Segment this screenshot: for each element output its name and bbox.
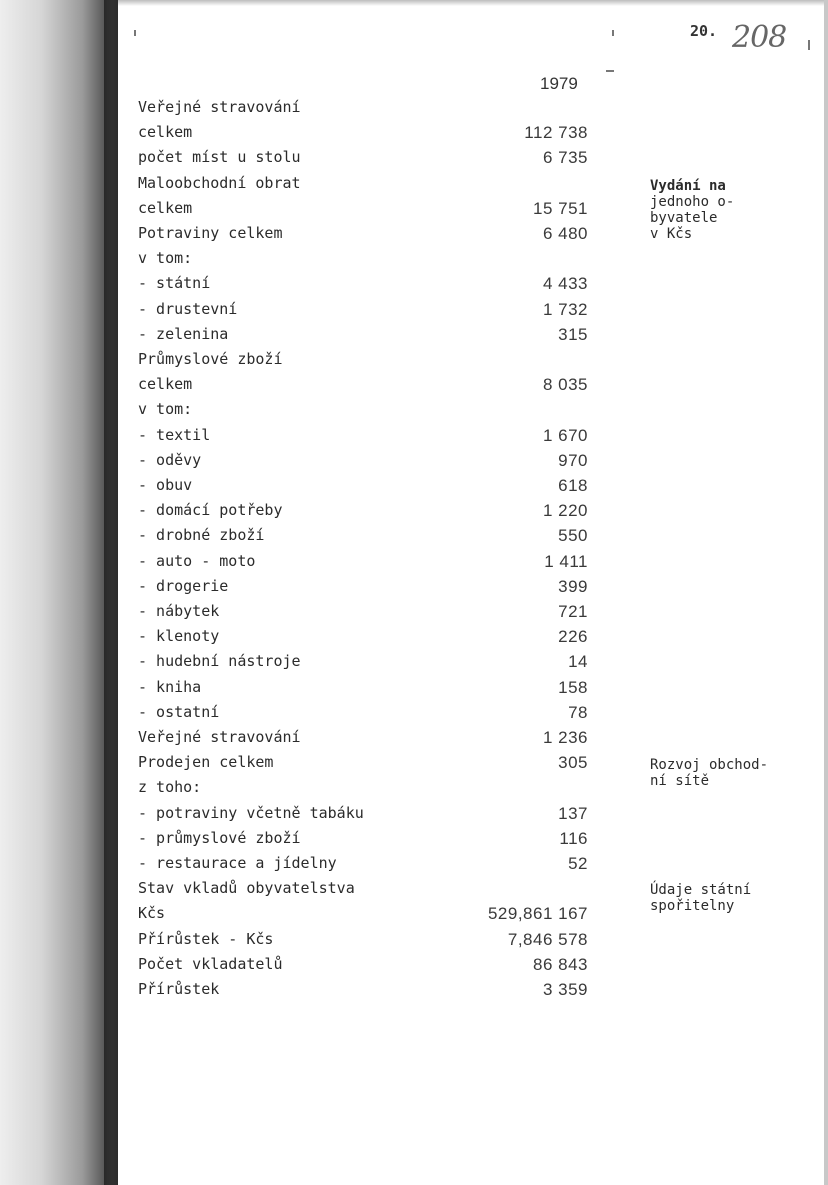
row-value: 6 480	[542, 224, 588, 243]
row-label: - kniha	[138, 677, 202, 696]
row-value: 1 236	[542, 728, 588, 747]
row-label: - hudební nástroje	[138, 652, 301, 671]
row-value: 15 751	[533, 198, 588, 218]
row-label: - auto - moto	[138, 551, 256, 570]
row-value: 14	[568, 652, 588, 672]
row-value: 86 843	[533, 954, 588, 974]
note-expenditure	[650, 178, 734, 242]
row-value: 116	[559, 828, 588, 848]
table-row	[0, 955, 828, 980]
scan-mark	[612, 30, 614, 36]
row-label: - zelenina	[138, 324, 229, 343]
row-label: v tom:	[138, 400, 193, 419]
table-row	[0, 930, 828, 955]
table-row	[0, 274, 828, 299]
table-row	[0, 804, 828, 829]
row-label: - textil	[138, 425, 211, 444]
table-row	[0, 98, 828, 123]
row-label: v tom:	[138, 249, 193, 268]
row-label: - domácí potřeby	[138, 501, 283, 520]
table-row	[0, 602, 828, 627]
table-row	[0, 501, 828, 526]
page-top-edge	[118, 0, 828, 6]
row-label: - ostatní	[138, 702, 220, 721]
row-value: 158	[558, 677, 588, 697]
table-row	[0, 577, 828, 602]
table-row	[0, 980, 828, 1005]
table-row	[0, 627, 828, 652]
table-row	[0, 375, 828, 400]
row-label: celkem	[138, 198, 193, 217]
row-label: Přírůstek - Kčs	[138, 929, 274, 948]
row-value: 8 035	[542, 375, 588, 395]
row-label: - oděvy	[138, 450, 202, 469]
row-value: 970	[558, 450, 588, 470]
row-label: z toho:	[138, 778, 202, 797]
row-label: - restaurace a jídelny	[138, 854, 337, 872]
row-value: 137	[558, 803, 588, 823]
row-value: 305	[558, 753, 588, 773]
row-value: 1 732	[542, 299, 588, 319]
row-label: Potraviny celkem	[138, 224, 283, 242]
row-label: celkem	[138, 375, 193, 394]
note-savings: Údaje státní spořitelny	[650, 882, 752, 914]
row-value: 78	[568, 702, 588, 722]
row-label: Maloobchodní obrat	[138, 173, 301, 192]
table-row	[0, 325, 828, 350]
table-row	[0, 148, 828, 173]
row-value: 550	[558, 526, 588, 546]
table-row	[0, 526, 828, 551]
note-expenditure-title: Vydání na	[650, 178, 726, 194]
table-row	[0, 678, 828, 703]
row-label: počet míst u stolu	[138, 148, 301, 167]
table-row	[0, 703, 828, 728]
row-label: Průmyslové zboží	[138, 350, 283, 368]
row-label: - drustevní	[138, 299, 238, 318]
table-row	[0, 476, 828, 501]
row-value: 112 738	[524, 123, 588, 143]
row-label: Veřejné stravování	[138, 728, 301, 746]
handwritten-folio: 208	[732, 20, 787, 55]
row-label: celkem	[138, 123, 193, 142]
table-row	[0, 350, 828, 375]
row-label: - klenoty	[138, 627, 220, 646]
row-value: 7,846 578	[507, 929, 588, 949]
table-row	[0, 728, 828, 753]
row-label: Stav vkladů obyvatelstva	[138, 879, 355, 898]
row-value: 226	[558, 627, 588, 647]
row-label: - drobné zboží	[138, 526, 265, 545]
table-row	[0, 426, 828, 451]
scan-mark	[808, 40, 810, 50]
table-row	[0, 451, 828, 476]
row-value: 618	[558, 476, 588, 495]
row-label: - státní	[138, 274, 211, 293]
page-number: 20.	[690, 22, 718, 40]
row-value: 399	[558, 576, 588, 596]
note-network: Rozvoj obchod- ní sítě	[650, 757, 769, 789]
row-value: 529,861 167	[487, 904, 588, 924]
table-row	[0, 300, 828, 325]
row-value: 52	[568, 854, 588, 873]
row-value: 1 411	[544, 551, 588, 571]
row-label: Kčs	[138, 904, 166, 923]
row-value: 315	[558, 324, 588, 344]
row-label: - nábytek	[138, 602, 220, 620]
table-row	[0, 854, 828, 879]
table-row	[0, 829, 828, 854]
scan-mark	[134, 30, 136, 36]
row-label: - průmyslové zboží	[138, 828, 301, 847]
row-value: 1 220	[542, 501, 588, 521]
row-label: Počet vkladatelů	[138, 954, 283, 973]
table-row	[0, 249, 828, 274]
row-value: 4 433	[542, 274, 588, 294]
table-row	[0, 400, 828, 425]
table-row	[0, 652, 828, 677]
row-value: 6 735	[542, 148, 588, 168]
row-label: Prodejen celkem	[138, 753, 274, 772]
table-row	[0, 123, 828, 148]
scan-mark	[606, 70, 614, 72]
row-label: Přírůstek	[138, 980, 220, 998]
row-label: - potraviny včetně tabáku	[138, 803, 364, 822]
row-label: Veřejné stravování	[138, 98, 301, 116]
row-label: - drogerie	[138, 576, 229, 595]
row-value: 721	[558, 602, 588, 621]
row-value: 1 670	[542, 425, 588, 445]
row-label: - obuv	[138, 476, 193, 494]
note-expenditure-text: jednoho o- byvatele v Kčs	[650, 194, 735, 242]
table-row	[0, 552, 828, 577]
row-value: 3 359	[542, 980, 588, 999]
year-header: 1979	[540, 74, 578, 93]
